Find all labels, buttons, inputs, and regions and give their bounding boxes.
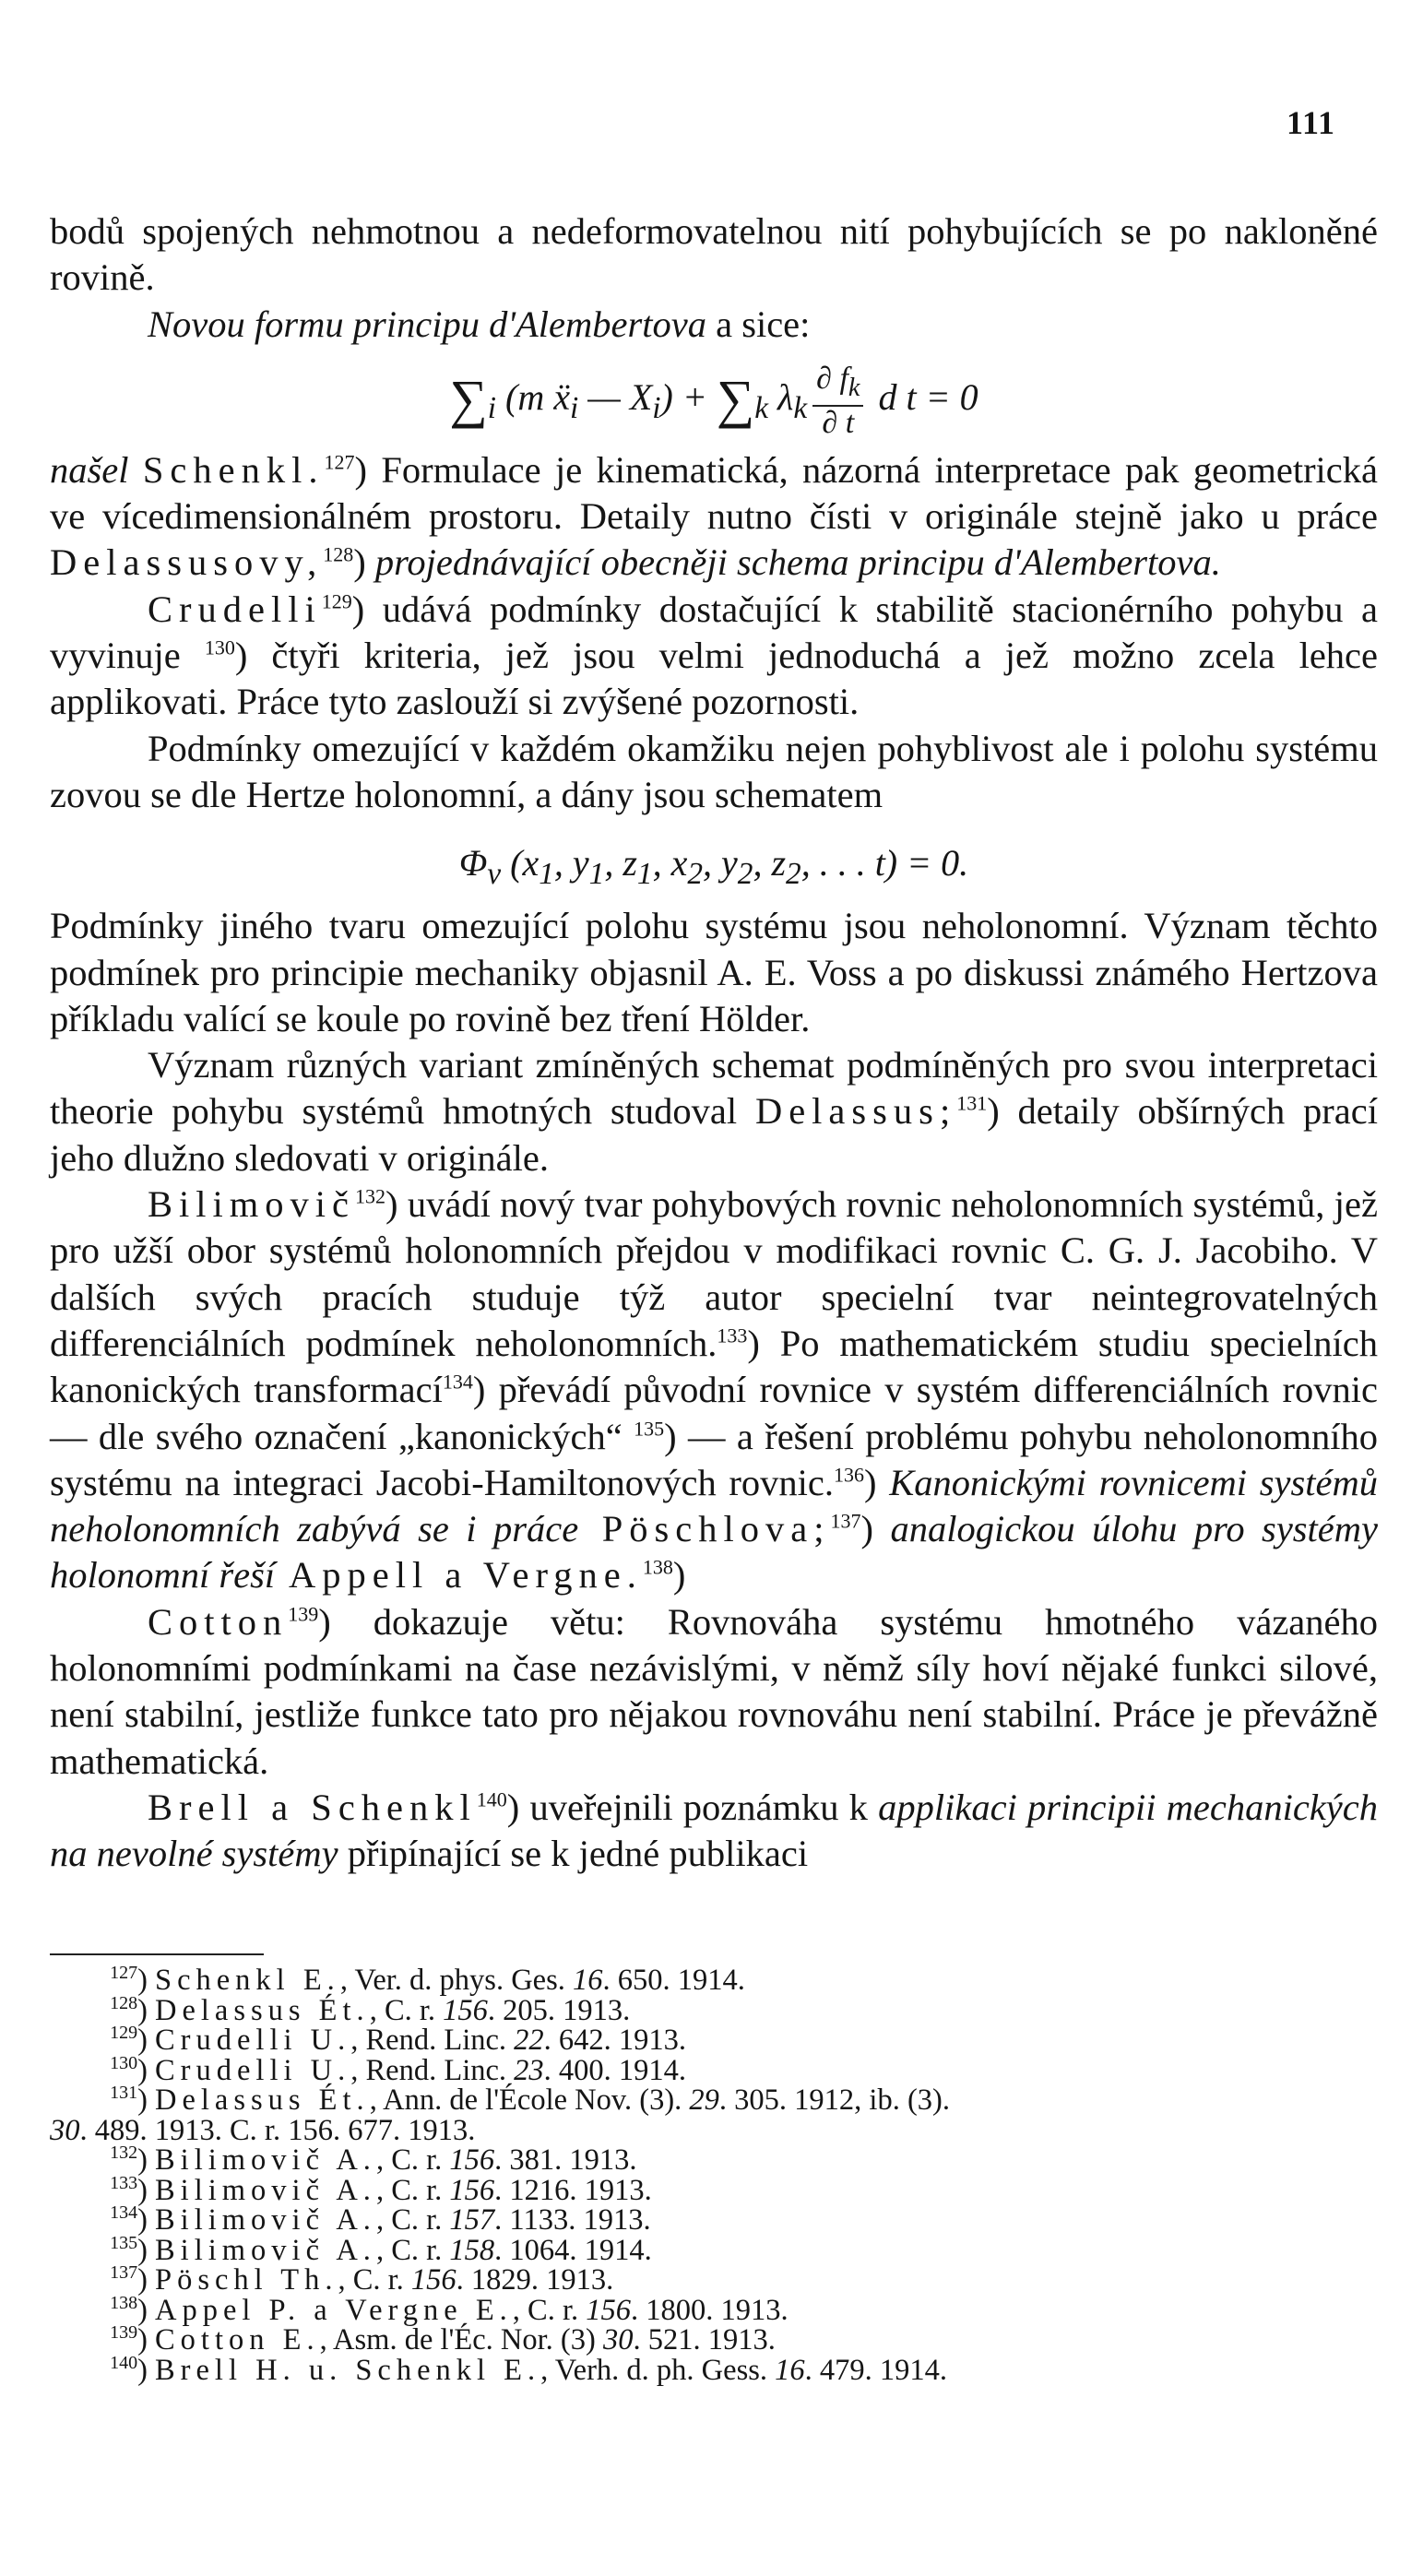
footnote-number-text: 139 [110,2322,138,2344]
footnote-volume: 23 [514,2053,544,2087]
text-run: ) uvádí nový tvar pohybových rovnic neholonomních systémů, jež pro užší obor systémů holonomních přejdou v modifikaci rovnic C. G. J. Jacobiho. V dalších svých pracích studuje týž autor specielní tvar neintegrovatelných differenciálních podmínek neholonomních. [50,1183,1378,1364]
text-run: ) Po mathematickém studiu specielních kanonických transformací [50,1322,1378,1411]
sum-symbol: ∑ [449,368,488,429]
footnote [50,2232,1378,2267]
footnote-number: $^{140}$) [110,2352,148,2387]
paragraph-2 [50,302,1378,348]
paragraph-3 [50,447,1378,587]
footnote-tail: . 400. 1914. [543,2053,687,2087]
eq-term: , x [652,842,688,884]
footnote-volume: 22 [514,2024,544,2057]
footnote-volume: 157 [449,2203,495,2237]
eq-subscript: i [570,390,579,425]
eq-term: — X [578,375,653,418]
footnote-source: , C. r. [338,2263,411,2297]
footnote-author: Bilimovič A. [155,2203,376,2237]
footnote-source: , Asm. de l'Éc. Nor. (3) [319,2323,603,2356]
footnote-volume: 156 [410,2263,457,2297]
footnote-source: , C. r. [375,2233,450,2267]
footnote-ref: 132 [355,1184,385,1208]
eq-fraction [812,362,863,440]
footnote-number: $^{138}$) [110,2292,148,2327]
footnote-number-text: 137 [110,2262,138,2284]
numerator-text: ∂ f [816,361,848,396]
eq-subscript: 2 [786,857,801,892]
footnote-tail: . 205. 1913. [487,1993,631,2027]
eq-subscript: 2 [687,857,703,892]
author-name: Cotton [148,1600,289,1643]
footnote-ref: 129 [321,589,352,613]
text-run: připínající se k jedné publikaci [338,1833,809,1875]
sum-symbol: ∑ [716,368,755,429]
footnote [50,1992,1378,2027]
eq-tail: , . . . t) = 0. [800,842,969,884]
footnote-author: Bilimovič A. [155,2173,376,2207]
footnote-ref: 137 [830,1509,861,1533]
paragraph-10 [50,1785,1378,1878]
footnote [50,2322,1378,2356]
author-name: Delassus; [754,1090,957,1133]
footnote-volume: 29 [689,2083,719,2117]
footnote [50,2172,1378,2207]
footnote-ref: 127 [324,450,355,474]
footnote-tail: . 305. 1912, ib. (3). [718,2083,950,2117]
text-run: ) detaily obšírných prací jeho dlužno sledovati v originále. [50,1090,1378,1179]
footnote-volume: 158 [449,2233,495,2267]
footnote-source: , C. r. [375,2143,450,2177]
author-name: Crudelli [148,588,322,630]
footnote-ref: 135 [634,1417,665,1441]
footnote-number-text: 138 [110,2292,138,2313]
footnote-volume: 30 [50,2113,80,2147]
footnote-number: $^{128}$) [110,1992,148,2027]
paragraph-8 [50,1181,1378,1599]
paragraph-7 [50,1042,1378,1181]
footnote-author: Delassus Ét. [155,1993,370,2027]
text-run: ) udává podmínky dostačující k stabilitě stacionérního pohybu a vyvinuje [50,588,1378,677]
sum-subscript: k [754,390,769,425]
author-name: Schenkl. [142,448,325,491]
text-run: ) [672,1554,686,1597]
footnote-tail: . 1800. 1913. [631,2293,789,2327]
eq-subscript: 1 [588,857,605,892]
italic-text: analogickou úlohu pro systémy holonomní řeší [50,1508,1379,1597]
body-text [50,208,1378,1878]
footnote-tail: . 381. 1913. [494,2143,637,2177]
footnote-ref: 136 [834,1463,864,1487]
footnote-author: Delassus Ét. [155,2083,370,2117]
footnote [50,2113,1378,2147]
eq-term: ) + [660,375,717,418]
footnote [50,2052,1378,2087]
footnote-tail: . 642. 1913. [543,2024,687,2057]
footnote-source: , C. r. [375,2203,450,2237]
eq-subscript: k [793,390,808,425]
author-name: Pöschlova; [578,1508,831,1550]
page-number: 111 [1286,104,1335,141]
eq-subscript: i [652,390,661,425]
footnote [50,2262,1378,2297]
author-name: Appell a Vergne. [275,1554,643,1597]
italic-text: Kanonickými rovnicemi systémů neholonomních zabývá se i práce [50,1461,1378,1550]
footnote-number: $^{134}$) [110,2202,148,2237]
author-name: Bilimovič [148,1183,355,1226]
footnote-number-text: 134 [110,2202,138,2224]
footnote-source: , Rend. Linc. [350,2024,515,2057]
footnote-number-text: 135 [110,2232,138,2253]
footnote-number: $^{132}$) [110,2143,148,2177]
footnote-source: , Ann. de l'École Nov. (3). [369,2083,690,2117]
eq-term: , y [703,842,738,884]
fraction-denominator: ∂ t [822,405,855,440]
numerator-subscript: k [848,373,860,402]
footnote-number: $^{127}$) [110,1963,148,1997]
footnote-number: $^{139}$) [110,2322,148,2356]
footnote-author: Bilimovič A. [155,2233,376,2267]
text-run: ) dokazuje větu: Rovnováha systému hmotného vázaného holonomními podmínkami na čase nezávislými, v němž síly hoví nějaké funkci silové, není stabilní, jestliže funkce tato pro nějakou rovnováhu není stabilní. Práce je převážně mathematická. [50,1600,1378,1782]
footnote [50,1965,1378,1996]
footnote-number: $^{131}$) [110,2083,148,2117]
author-name: Brell a Schenkl [148,1786,477,1828]
footnote-source: , C. r. [512,2293,587,2327]
italic-text: applikaci principii mechanických na nevolné systémy [50,1786,1379,1875]
eq-term: (m ẍ [496,375,571,418]
eq-phi: Φ [458,842,488,884]
paragraph-6: Podmínky jiného tvaru omezující polohu systému jsou neholonomní. Význam těchto podmínek pro principie mechaniky objasnil A. E. Voss a po diskussi známého Hertzova příkladu valící se koule po rovině bez tření Hölder. [50,905,1378,1039]
footnote-volume: 30 [602,2323,634,2356]
footnote-number: $^{130}$) [110,2052,148,2087]
footnote-number: $^{133}$) [110,2172,148,2207]
italic-text: našel [50,448,129,491]
footnote [50,2145,1378,2176]
footnote-volume: 156 [449,2143,495,2177]
paragraph-9 [50,1599,1378,1785]
footnote-author: Cotton E. [155,2323,320,2356]
eq-subscript: 1 [539,857,554,892]
eq-subscript: 2 [737,857,753,892]
footnote [50,2025,1378,2056]
footnote-source: , C. r. [369,1993,444,2027]
footnote-number-text: 129 [110,2023,138,2044]
footnote-tail: . 1216. 1913. [494,2173,652,2207]
footnote-number-text: 140 [110,2352,138,2373]
footnote-rule [50,1953,264,1955]
footnote-volume: 156 [449,2173,495,2207]
footnote-tail: . 489. 1913. C. r. 156. 677. 1913. [79,2113,476,2147]
author-name: Delassusovy, [50,541,324,584]
text-run: ) — a řešení problému pohybu neholonomního systému na integraci Jacobi-Hamiltonových rovnic. [50,1415,1378,1503]
footnote [50,2085,1378,2116]
text-run: Význam různých variant zmíněných schemat podmíněných pro svou interpretaci theorie pohybu systémů hmotných studoval [50,1044,1378,1133]
footnote-number-text: 130 [110,2052,138,2073]
footnote-volume: 16 [775,2353,805,2387]
footnote-ref: 130 [204,635,235,659]
footnote-author: Bilimovič A. [155,2143,376,2177]
footnote-volume: 156 [586,2293,632,2327]
paragraph-1: bodů spojených nehmotnou a nedeformovatelnou nití pohybujících se po nakloněné rovině. [50,210,1378,299]
eq-term: , z [753,842,787,884]
text-run: ) [864,1461,890,1503]
paragraph-2-rest: a sice: [706,303,811,345]
footnote [50,2352,1378,2387]
footnote-volume: 156 [443,1993,488,2027]
eq-term: (x [501,842,540,884]
text-run: ) [353,541,375,584]
footnote-source: , C. r. [375,2173,450,2207]
text-run: ) převádí původní rovnice v systém differenciálních rovnic — dle svého označení „kanonických“ [50,1369,1378,1457]
footnote-number-text: 128 [110,1992,138,2013]
eq-subscript: 1 [636,857,653,892]
footnote-ref: 139 [288,1602,319,1626]
footnote-author: Schenkl E. [155,1964,340,1997]
footnote-number-text: 132 [110,2143,138,2164]
eq-term: , z [604,842,637,884]
footnote-ref: 131 [956,1091,988,1115]
footnote-author: Crudelli U. [155,2053,351,2087]
footnote-author: Appel P. a Vergne E. [155,2293,513,2327]
text-run: ) čtyři kriteria, jež jsou velmi jednoduchá a jež možno zcela lehce applikovati. Práce tyto zaslouží si zvýšené pozornosti. [50,635,1378,723]
footnote-source: , Ver. d. phys. Ges. [339,1964,573,1997]
footnote-tail: . 521. 1913. [633,2323,776,2356]
footnote-ref: 128 [323,542,354,566]
footnote-ref: 140 [476,1787,507,1811]
footnotes [50,1965,1378,2385]
eq-subscript: v [487,857,502,892]
paragraph-4 [50,587,1378,726]
eq-term: , y [553,842,589,884]
footnote-author: Crudelli U. [155,2024,351,2057]
footnote-number: $^{135}$) [110,2232,148,2267]
footnote-number: $^{129}$) [110,2023,148,2057]
footnote-tail: . 1829. 1913. [456,2263,614,2297]
italic-text: projednávající obecněji schema principu d'Alembertova. [374,541,1221,584]
footnote-tail: . 650. 1914. [602,1964,745,1997]
footnote-ref: 134 [442,1370,473,1394]
footnote-ref: 138 [642,1555,673,1579]
text-run: ) Formulace je kinematická, názorná interpretace pak geometrická ve vícedimensionálném prostoru. Detaily nutno čísti v originále stejně jako u práce [50,448,1379,538]
eq-lambda: λ [768,375,794,418]
text-run: ) [860,1508,891,1550]
footnote [50,2292,1378,2327]
footnote-number-text: 127 [110,1963,138,1984]
footnote [50,2202,1378,2237]
equation-dalembert [50,348,1378,447]
paragraph-5: Podmínky omezující v každém okamžiku nejen pohyblivost ale i polohu systému zovou se dle Hertze holonomní, a dány jsou schematem [50,727,1378,815]
footnote-author: Pöschl Th. [155,2263,338,2297]
text-run: ) uveřejnili poznámku k [506,1786,879,1828]
footnote-source: , Verh. d. ph. Gess. [540,2353,776,2387]
footnote-tail: . 1064. 1914. [494,2233,652,2267]
footnote-tail: . 479. 1914. [804,2353,947,2387]
fraction-numerator [812,362,863,407]
footnote-source: , Rend. Linc. [350,2053,515,2087]
footnote-number-text: 131 [110,2083,138,2104]
sum-subscript: i [487,390,497,425]
footnote-author: Brell H. u. Schenkl E. [155,2353,541,2387]
footnote-number-text: 133 [110,2172,138,2193]
paragraph-2-italic: Novou formu principu d'Alembertova [148,303,706,345]
footnote-number: $^{137}$) [110,2262,148,2297]
footnote-tail: . 1133. 1913. [494,2203,651,2237]
eq-tail: d t = 0 [869,375,978,418]
equation-holonomic [50,824,1378,903]
footnote-volume: 16 [573,1964,603,1997]
footnote-ref: 133 [717,1324,748,1347]
